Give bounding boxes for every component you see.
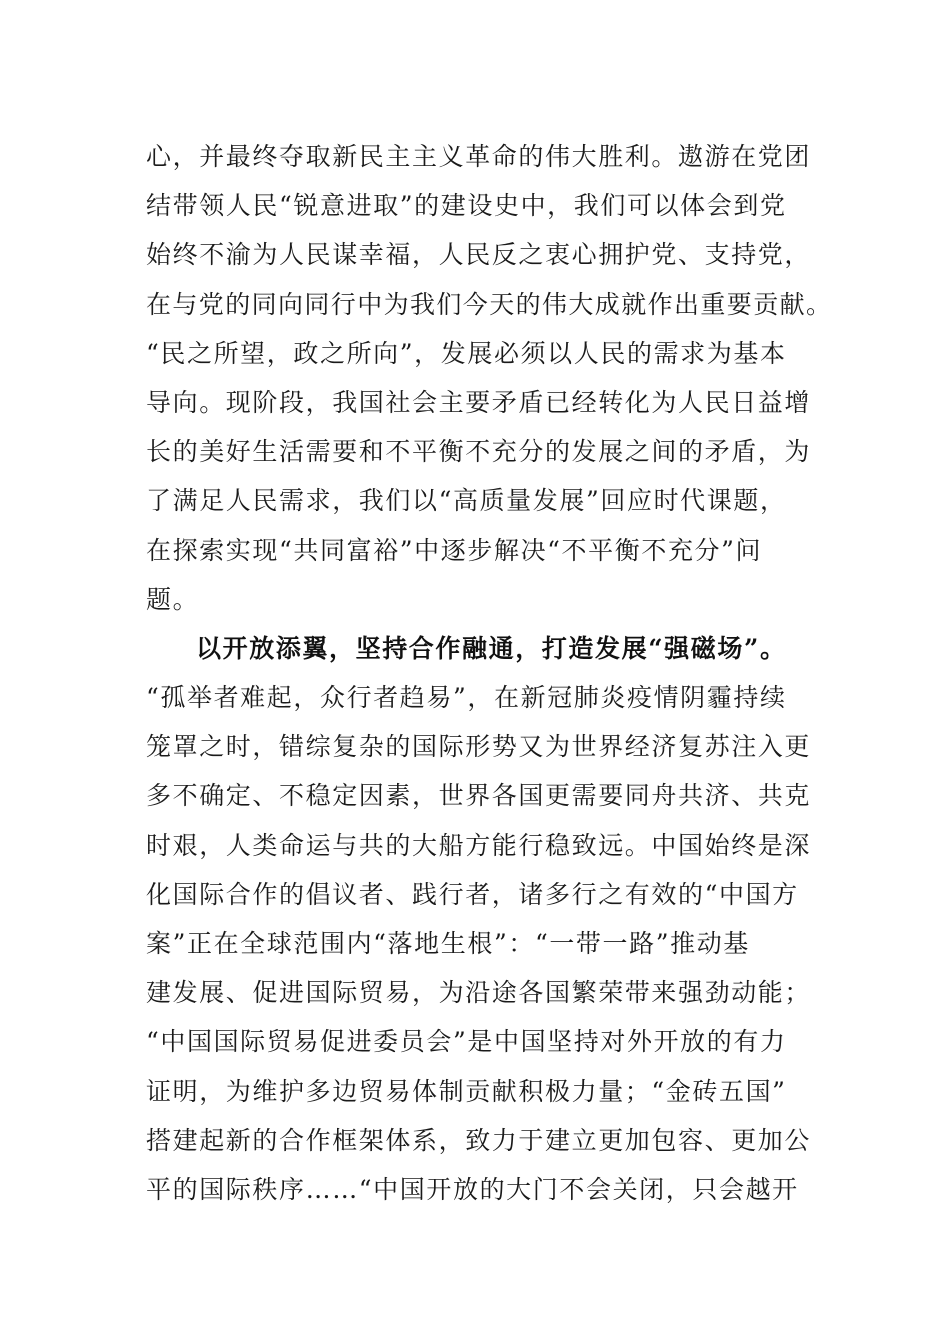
text-line: 笼罩之时，错综复杂的国际形势又为世界经济复苏注入更 [146,732,812,762]
section-heading: 以开放添翼，坚持合作融通，打造发展“强磁场”。 [196,633,787,663]
body-text [146,132,836,1214]
text-line: 平的国际秩序……“中国开放的大门不会关闭，只会越开 [146,1174,799,1204]
text-line: 心，并最终夺取新民主主义革命的伟大胜利。遨游在党团 [146,142,812,171]
text-line: 搭建起新的合作框架体系，致力于建立更加包容、更加公 [146,1125,812,1155]
text-line: 多不确定、不稳定因素，世界各国更需要同舟共济、共克 [146,781,812,811]
text-line: “中国国际贸易促进委员会”是中国坚持对外开放的有力 [146,1027,787,1057]
text-line: 在探索实现“共同富裕”中逐步解决“不平衡不充分”问 [146,535,763,565]
text-line: 导向。现阶段，我国社会主要矛盾已经转化为人民日益增 [146,387,812,417]
text-line: 案”正在全球范围内“落地生根”：“一带一路”推动基 [146,929,750,958]
text-line: 证明，为维护多边贸易体制贡献积极力量；“金砖五国” [146,1076,787,1106]
text-line: 题。 [146,584,200,614]
text-line: “民之所望，政之所向”，发展必须以人民的需求为基本 [146,338,787,368]
text-line: 时艰，人类命运与共的大船方能行稳致远。中国始终是深 [146,830,812,860]
text-line: 长的美好生活需要和不平衡不充分的发展之间的矛盾，为 [146,437,812,467]
text-line: 在与党的同向同行中为我们今天的伟大成就作出重要贡献。 [146,289,833,319]
text-line: 建发展、促进国际贸易，为沿途各国繁荣带来强劲动能； [146,978,812,1008]
text-line: 始终不渝为人民谋幸福，人民反之衷心拥护党、支持党， [146,240,812,270]
text-line: 结带领人民“锐意进取”的建设史中，我们可以体会到党 [146,191,787,221]
text-line: 化国际合作的倡议者、践行者，诸多行之有效的“中国方 [146,879,799,909]
text-line: 了满足人民需求，我们以“高质量发展”回应时代课题， [146,486,787,516]
text-line: “孤举者难起，众行者趋易”，在新冠肺炎疫情阴霾持续 [146,683,787,713]
